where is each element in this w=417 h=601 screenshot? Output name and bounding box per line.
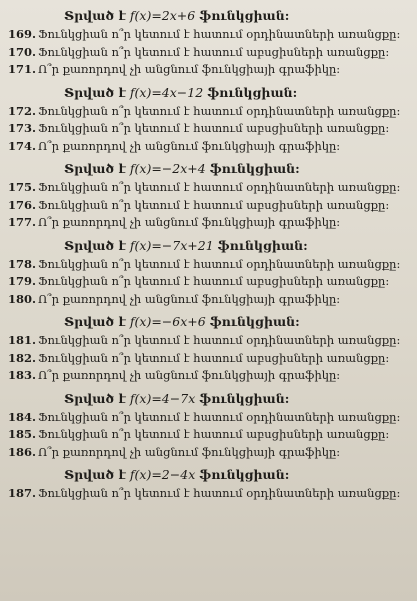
exercise-number: 181. bbox=[8, 333, 37, 347]
exercise-item bbox=[8, 444, 409, 462]
given-function bbox=[8, 391, 409, 406]
exercise-number: 177. bbox=[8, 215, 37, 229]
given-function bbox=[8, 314, 409, 329]
exercise-item bbox=[8, 367, 409, 385]
exercise-number: 174. bbox=[8, 138, 37, 153]
exercise-text: Ֆունկցիան ո՞ր կետում է հատում աբսցիսների առանցքը: bbox=[38, 121, 390, 135]
exercise-number: 179. bbox=[8, 274, 37, 288]
function-formula: f(x)=2x+6 bbox=[129, 8, 196, 23]
exercise-number: 182. bbox=[8, 350, 37, 365]
exercise-number: 170. bbox=[8, 44, 37, 59]
exercise-number: 171. bbox=[8, 62, 37, 76]
exercise-number: 183. bbox=[8, 368, 37, 382]
exercise-number: 175. bbox=[8, 180, 37, 194]
exercise-text: Ֆունկցիան ո՞ր կետում է հատում աբսցիսների առանցքը: bbox=[38, 197, 390, 212]
exercise-item bbox=[8, 197, 409, 215]
exercise-number: 178. bbox=[8, 256, 37, 271]
function-formula: f(x)=−6x+6 bbox=[129, 314, 206, 329]
given-prefix: Տրված է bbox=[64, 161, 126, 176]
exercise-text: Ո՞ր քառորդով չի անցնում ֆունկցիայի գրաֆիկը: bbox=[38, 444, 341, 459]
exercise-text: Ո՞ր քառորդով չի անցնում ֆունկցիայի գրաֆիկը: bbox=[38, 138, 341, 153]
function-formula: f(x)=−2x+4 bbox=[129, 161, 206, 176]
exercise-item bbox=[8, 256, 409, 274]
exercise-number: 172. bbox=[8, 103, 37, 118]
exercise-text: Ո՞ր քառորդով չի անցնում ֆունկցիայի գրաֆիկը: bbox=[38, 291, 341, 306]
function-formula: f(x)=2−4x bbox=[129, 467, 196, 482]
exercise-text: Ֆունկցիան ո՞ր կետում է հատում օրդինատների առանցքը: bbox=[38, 486, 401, 500]
exercise-item bbox=[8, 120, 409, 138]
exercise-text: Ֆունկցիան ո՞ր կետում է հատում օրդինատների առանցքը: bbox=[38, 333, 401, 347]
exercise-item bbox=[8, 214, 409, 232]
exercise-item bbox=[8, 485, 409, 503]
given-prefix: Տրված է bbox=[64, 314, 126, 329]
exercise-item bbox=[8, 409, 409, 427]
exercise-item bbox=[8, 332, 409, 350]
function-formula: f(x)=−7x+21 bbox=[129, 237, 214, 253]
exercise-group bbox=[8, 8, 409, 79]
exercise-number: 185. bbox=[8, 427, 37, 441]
exercise-group bbox=[8, 467, 409, 503]
given-suffix: ֆունկցիան: bbox=[199, 8, 290, 23]
function-formula: f(x)=4−7x bbox=[129, 390, 196, 406]
exercise-item bbox=[8, 426, 409, 444]
exercise-number: 180. bbox=[8, 291, 37, 306]
exercise-item bbox=[8, 138, 409, 156]
given-suffix: ֆունկցիան: bbox=[199, 390, 290, 406]
given-prefix: Տրված է bbox=[64, 467, 126, 482]
exercise-number: 176. bbox=[8, 197, 37, 212]
exercise-number: 169. bbox=[8, 27, 37, 41]
exercise-group bbox=[8, 161, 409, 232]
given-suffix: ֆունկցիան: bbox=[207, 84, 298, 100]
function-formula: f(x)=4x−12 bbox=[129, 84, 204, 100]
exercise-text: Ֆունկցիան ո՞ր կետում է հատում աբսցիսների առանցքը: bbox=[38, 274, 390, 288]
exercise-item bbox=[8, 179, 409, 197]
given-function bbox=[8, 467, 409, 482]
given-function bbox=[8, 85, 409, 100]
given-suffix: ֆունկցիան: bbox=[217, 237, 308, 253]
exercise-group bbox=[8, 314, 409, 385]
exercise-text: Ֆունկցիան ո՞ր կետում է հատում օրդինատների առանցքը: bbox=[38, 180, 401, 194]
given-prefix: Տրված է bbox=[64, 237, 126, 253]
exercise-text: Ֆունկցիան ո՞ր կետում է հատում օրդինատների առանցքը: bbox=[38, 27, 401, 41]
exercise-text: Ո՞ր քառորդով չի անցնում ֆունկցիայի գրաֆիկը: bbox=[38, 62, 341, 76]
given-prefix: Տրված է bbox=[64, 84, 126, 100]
exercise-item bbox=[8, 26, 409, 44]
exercise-item bbox=[8, 350, 409, 368]
exercise-item bbox=[8, 61, 409, 79]
given-suffix: ֆունկցիան: bbox=[209, 314, 300, 329]
given-function bbox=[8, 238, 409, 253]
exercise-item bbox=[8, 44, 409, 62]
exercise-number: 186. bbox=[8, 444, 37, 459]
exercise-text: Ո՞ր քառորդով չի անցնում ֆունկցիայի գրաֆիկը: bbox=[38, 368, 341, 382]
exercise-text: Ֆունկցիան ո՞ր կետում է հատում աբսցիսների առանցքը: bbox=[38, 44, 390, 59]
exercise-text: Ֆունկցիան ո՞ր կետում է հատում օրդինատների առանցքը: bbox=[38, 256, 401, 271]
given-prefix: Տրված է bbox=[64, 8, 126, 23]
given-prefix: Տրված է bbox=[64, 390, 126, 406]
exercise-text: Ֆունկցիան ո՞ր կետում է հատում աբսցիսների առանցքը: bbox=[38, 427, 390, 441]
exercise-group bbox=[8, 85, 409, 156]
exercise-number: 173. bbox=[8, 121, 37, 135]
given-function bbox=[8, 161, 409, 176]
exercise-item bbox=[8, 103, 409, 121]
given-function bbox=[8, 8, 409, 23]
exercise-text: Ո՞ր քառորդով չի անցնում ֆունկցիայի գրաֆիկը: bbox=[38, 215, 341, 229]
given-suffix: ֆունկցիան: bbox=[209, 161, 300, 176]
exercise-number: 187. bbox=[8, 486, 37, 500]
exercise-item bbox=[8, 273, 409, 291]
given-suffix: ֆունկցիան: bbox=[199, 467, 290, 482]
exercise-text: Ֆունկցիան ո՞ր կետում է հատում օրդինատների առանցքը: bbox=[38, 409, 401, 424]
exercise-item bbox=[8, 291, 409, 309]
exercise-group bbox=[8, 238, 409, 309]
exercise-group bbox=[8, 391, 409, 462]
exercise-text: Ֆունկցիան ո՞ր կետում է հատում օրդինատների առանցքը: bbox=[38, 103, 401, 118]
exercise-text: Ֆունկցիան ո՞ր կետում է հատում աբսցիսների առանցքը: bbox=[38, 350, 390, 365]
exercise-number: 184. bbox=[8, 409, 37, 424]
